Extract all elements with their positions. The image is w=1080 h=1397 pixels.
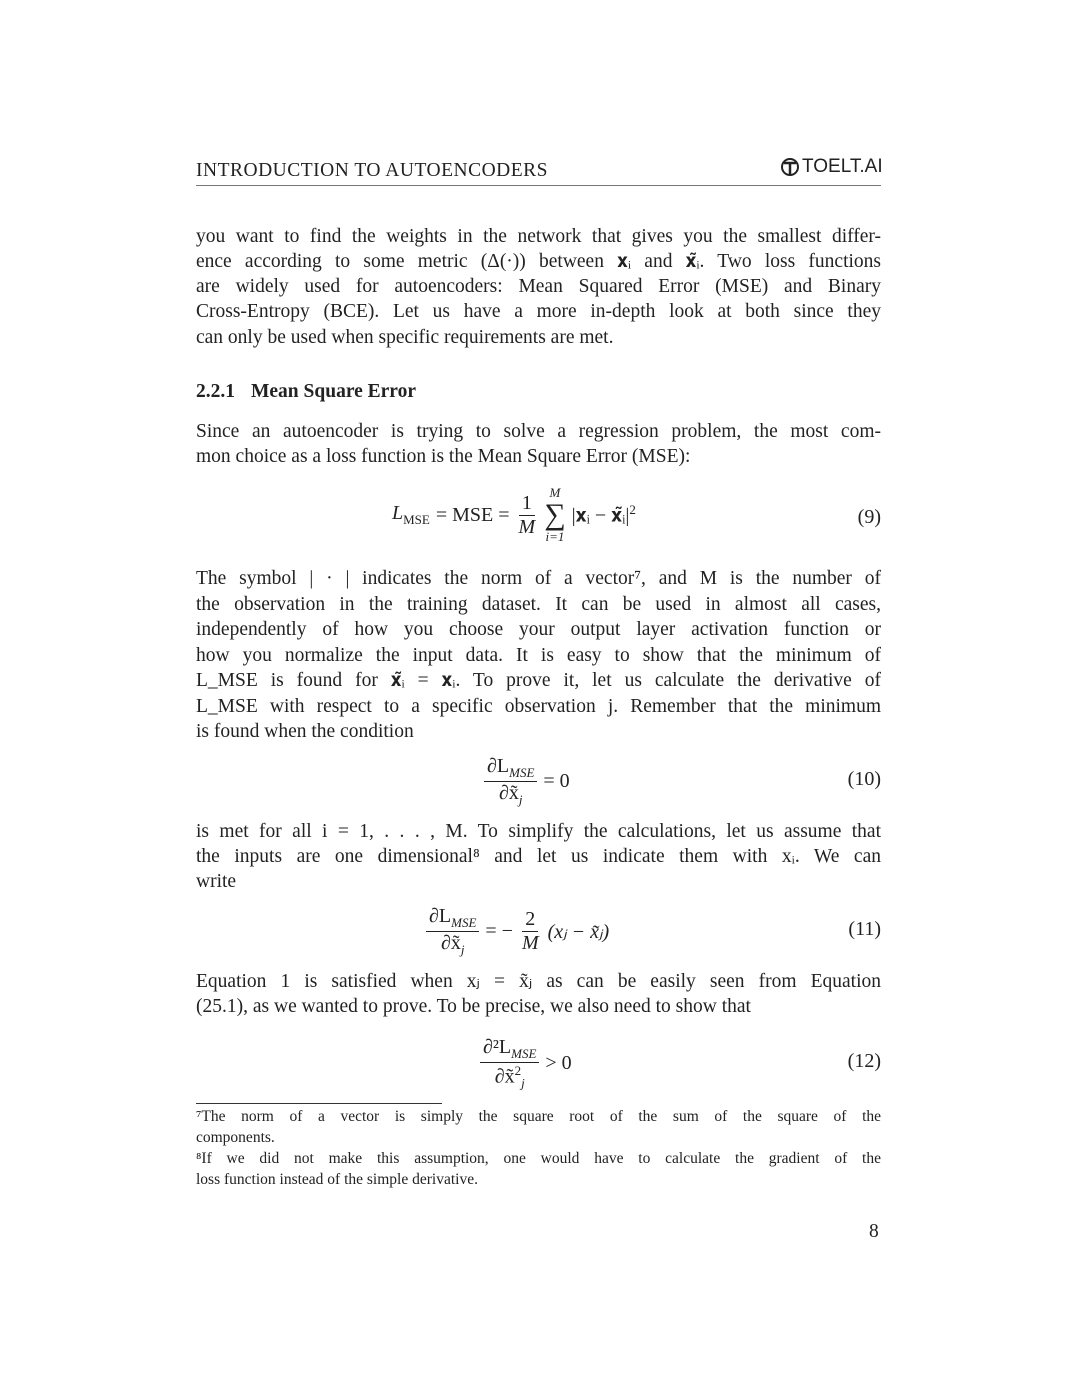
equation-number: (12) [847, 1050, 881, 1072]
paragraph-line: can only be used when specific requirements are met. [196, 327, 614, 348]
equation-10 [196, 755, 881, 805]
section-heading [196, 381, 416, 403]
paragraph-line: Since an autoencoder is trying to solve a regression problem, the most com- [196, 421, 881, 442]
paragraph-line: mon choice as a loss function is the Mean Square Error (MSE): [196, 446, 691, 467]
eq12-den-sup: 2 [514, 1063, 522, 1078]
eq10-rhs: = 0 [543, 770, 570, 792]
paragraph-line: how you normalize the input data. It is easy to show that the minimum of [196, 645, 881, 666]
paragraph-line: ence according to some metric (Δ(·)) between 𝐱ᵢ and 𝐱̃ᵢ. Two loss functions [196, 251, 881, 272]
paragraph-line: are widely used for autoencoders: Mean Squared Error (MSE) and Binary [196, 276, 881, 297]
eq12-den-sub: j [521, 1075, 525, 1091]
paragraph-line: Cross-Entropy (BCE). Let us have a more in-depth look at both since they [196, 301, 881, 322]
section-number: 2.2.1 [196, 381, 235, 402]
logo-text: TOELT.AI [802, 156, 883, 177]
paragraph-line: the inputs are one dimensional⁸ and let us indicate them with xᵢ. We can [196, 846, 881, 867]
page-number: 8 [869, 1221, 879, 1242]
eq9-lhs: L [392, 502, 404, 524]
eq11-fnum: 2 [522, 908, 538, 932]
eq11-den: ∂x̃ [440, 932, 461, 954]
eq11-num-sub: MSE [451, 915, 477, 930]
eq11-fden: M [521, 932, 539, 954]
header-rule [196, 185, 881, 186]
running-header-title: INTRODUCTION TO AUTOENCODERS [196, 160, 549, 181]
paragraph-line: The symbol | · | indicates the norm of a vector⁷, and M is the number of [196, 568, 881, 589]
eq11-eq: = − [485, 920, 513, 942]
eq10-den: ∂x̃ [498, 782, 519, 804]
equation-number: (9) [857, 506, 881, 528]
paragraph-line: is met for all i = 1, . . . , M. To simplify the calculations, let us assume that [196, 821, 881, 842]
eq9-mid: = MSE = [435, 503, 510, 526]
equation-number: (11) [848, 918, 881, 940]
eq9-num: 1 [519, 492, 535, 516]
eq11-num: ∂L [429, 905, 452, 927]
equation-12 [196, 1036, 881, 1092]
eq10-den-sub: j [518, 792, 523, 807]
paragraph-line: you want to find the weights in the network that gives you the smallest differ- [196, 226, 881, 247]
eq11-rhs: (xⱼ − x̃ⱼ) [547, 921, 610, 943]
eq12-den: ∂x̃ [494, 1065, 515, 1088]
equation-number: (10) [847, 768, 881, 790]
sum-top: M [549, 485, 561, 500]
eq11-den-sub: j [460, 942, 465, 957]
paragraph-line: Equation 1 is satisfied when xⱼ = x̃ⱼ as can be easily seen from Equation [196, 971, 881, 992]
footnote-rule [196, 1103, 442, 1104]
paragraph-line: the observation in the training dataset. It can be used in almost all cases, [196, 594, 881, 615]
eq12-rhs: > 0 [545, 1052, 572, 1075]
toelt-logo [780, 156, 883, 178]
eq9-lhs-sub: MSE [403, 512, 430, 527]
eq12-num: ∂²L [483, 1036, 512, 1058]
paragraph-line: (25.1), as we wanted to prove. To be precise, we also need to show that [196, 996, 751, 1017]
footnote-line: components. [196, 1129, 275, 1146]
paragraph-line: L_MSE is found for 𝐱̃ᵢ = 𝐱ᵢ. To prove it, let us calculate the derivative of [196, 670, 881, 691]
sum-bottom: i=1 [545, 529, 565, 544]
eq9-fraction [516, 492, 539, 539]
equation-11 [196, 905, 881, 955]
eq12-num-sub: MSE [511, 1046, 537, 1061]
summation: M ∑ i=1 [544, 485, 566, 544]
equation-9 [196, 486, 881, 550]
eq10-num-sub: MSE [509, 765, 535, 780]
footnote-line: ⁷The norm of a vector is simply the square root of the sum of the square of the [196, 1108, 881, 1125]
eq10-num: ∂L [487, 755, 510, 777]
section-title: Mean Square Error [251, 381, 417, 402]
footnote-line: loss function instead of the simple derivative. [196, 1171, 478, 1188]
paragraph-line: L_MSE with respect to a specific observation j. Remember that the minimum [196, 696, 881, 717]
eq9-term: |𝐱ᵢ − 𝐱̃ᵢ| [571, 504, 630, 527]
toelt-logo-icon [780, 157, 800, 177]
paragraph-line: independently of how you choose your output layer activation function or [196, 619, 881, 640]
eq9-exp: 2 [629, 502, 636, 518]
paragraph-line: write [196, 871, 237, 892]
footnote-line: ⁸If we did not make this assumption, one would have to calculate the gradient of the [196, 1150, 881, 1167]
eq9-den: M [518, 515, 536, 538]
paragraph-line: is found when the condition [196, 721, 414, 742]
